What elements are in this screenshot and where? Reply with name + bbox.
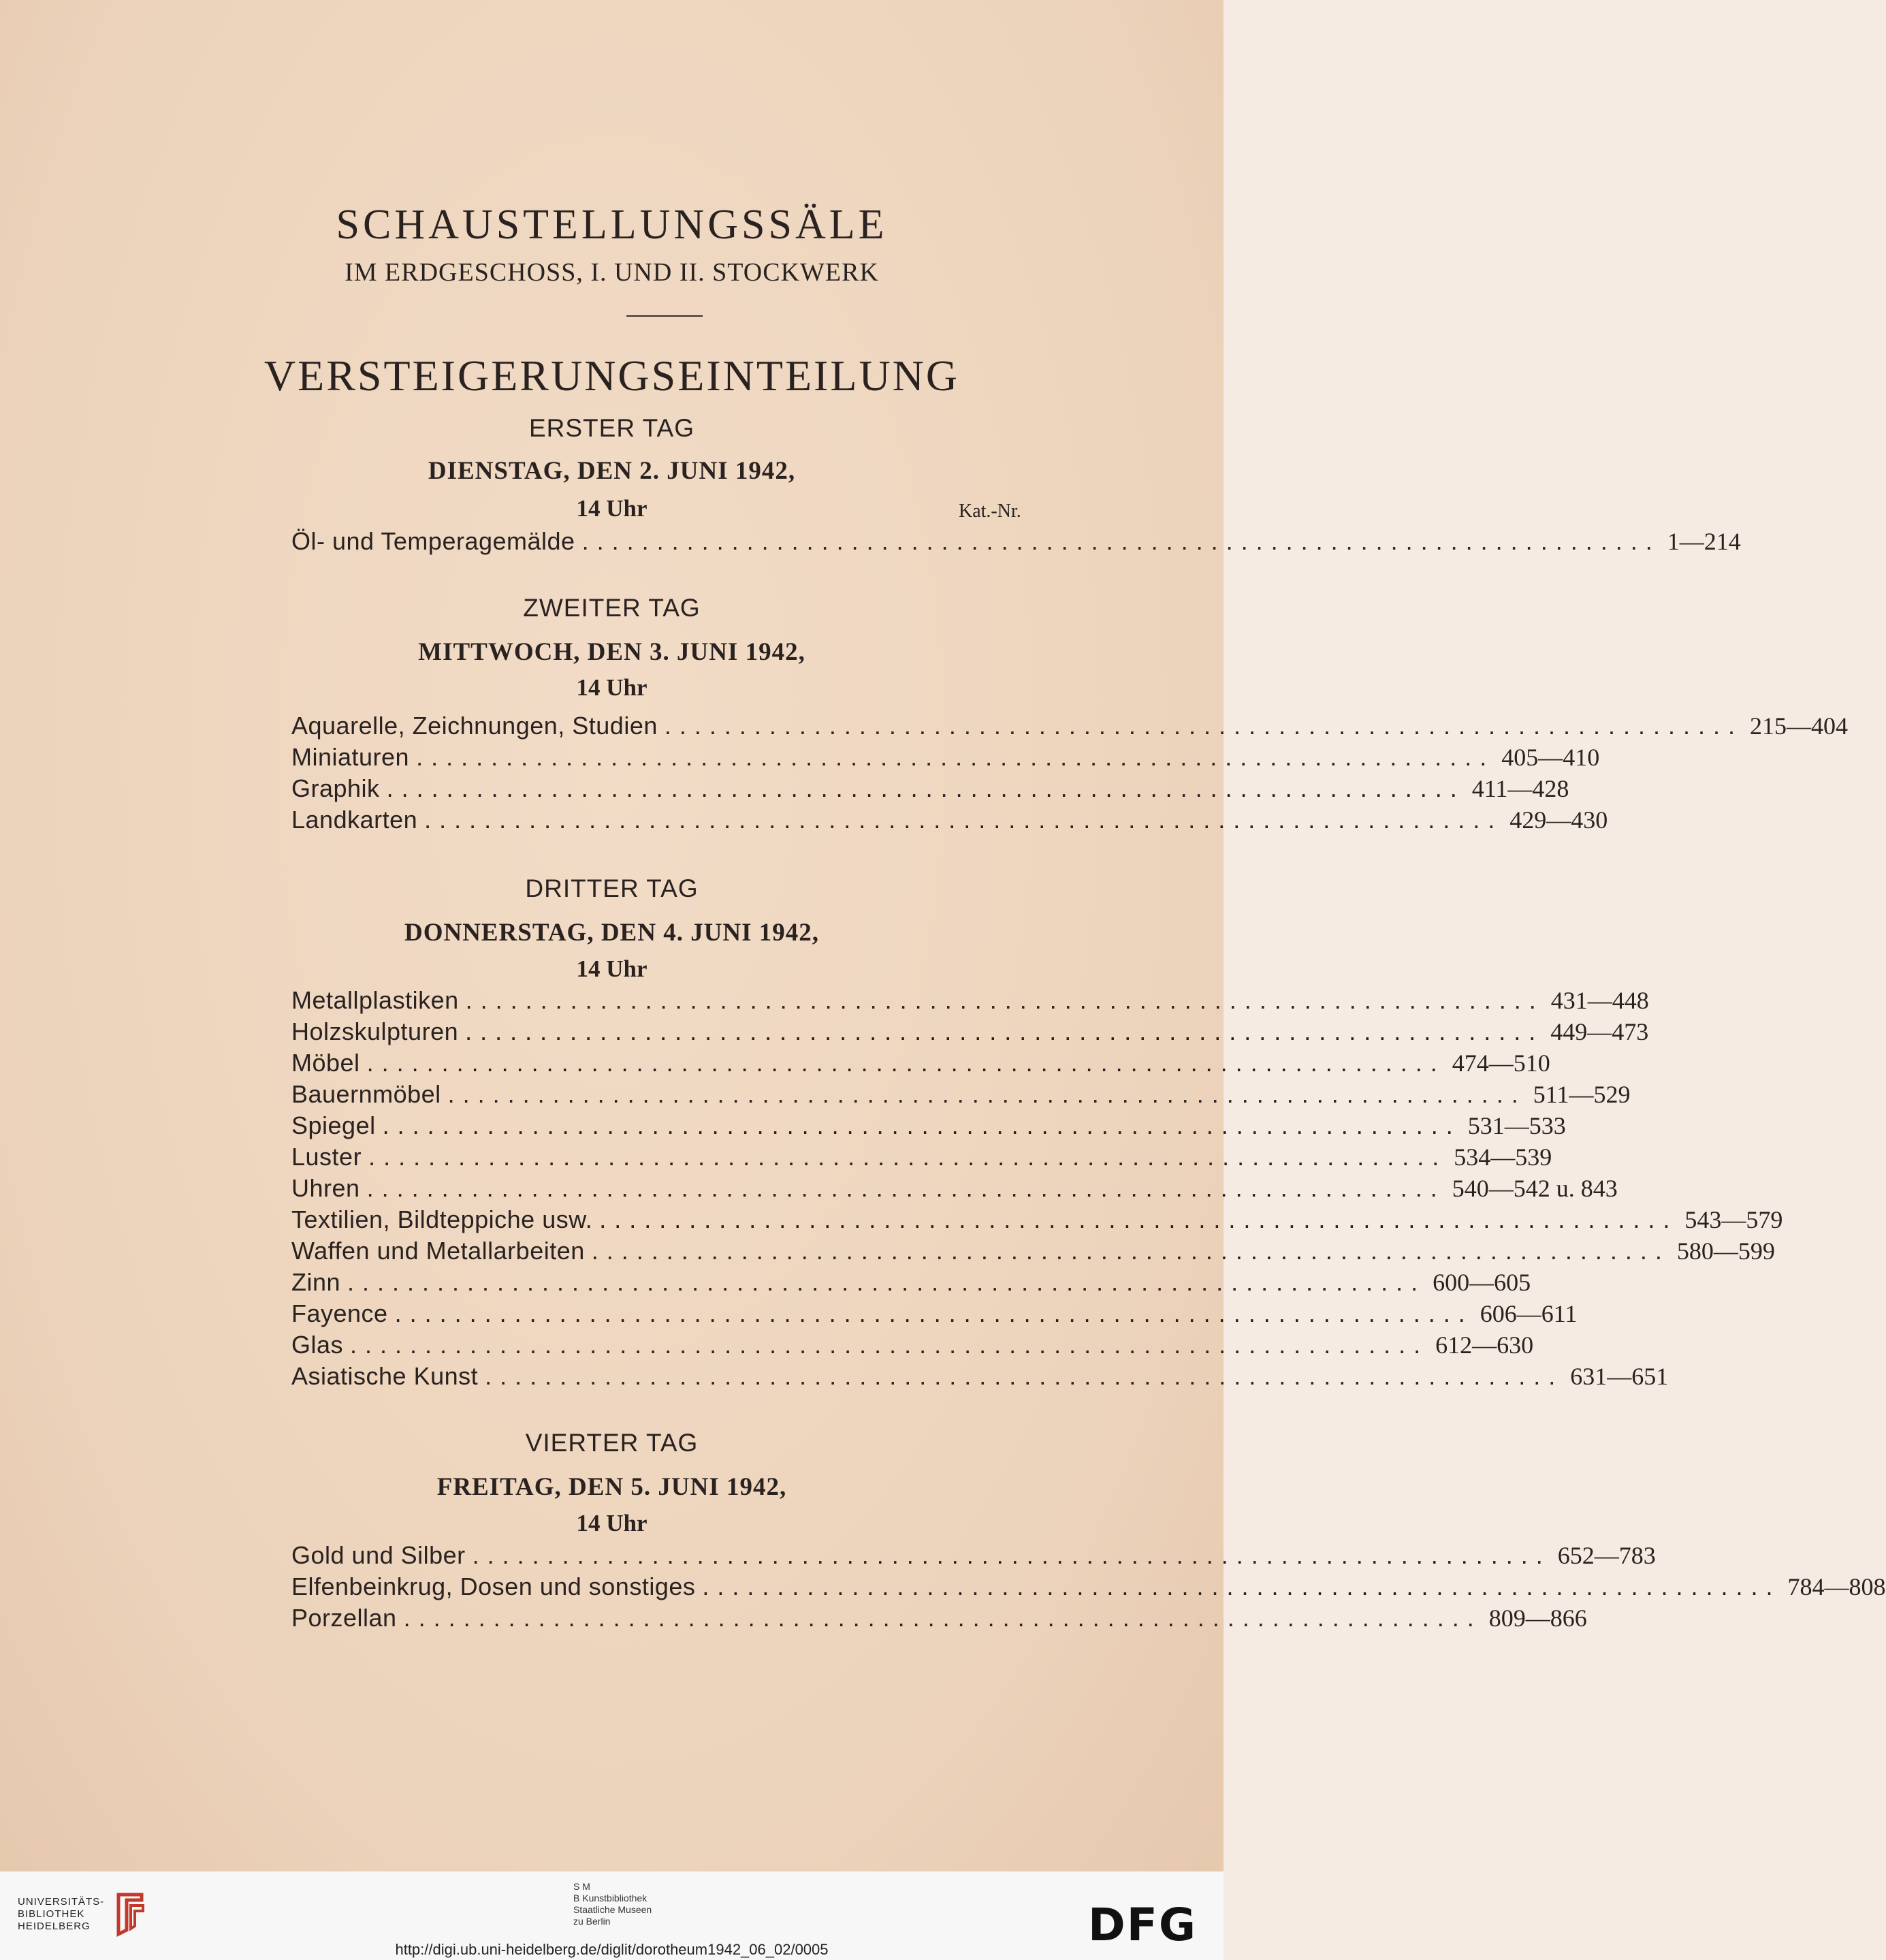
list-item xyxy=(291,1017,1649,1047)
list-item xyxy=(291,1268,1531,1298)
item-label: Porzellan xyxy=(291,1604,397,1632)
list-item xyxy=(291,743,1600,773)
leader-dots: ........................................................................ xyxy=(591,1237,1670,1265)
kat-nr-label: Kat.-Nr. xyxy=(959,501,1021,522)
item-range: 411—428 xyxy=(1471,775,1569,802)
leader-dots: ........................................................................ xyxy=(366,1049,1445,1077)
leader-dots: ........................................................................ xyxy=(465,1017,1544,1045)
list-item xyxy=(291,1604,1587,1634)
item-range: 511—529 xyxy=(1533,1081,1631,1108)
item-label: Aquarelle, Zeichnungen, Studien xyxy=(291,712,658,740)
item-label: Bauernmöbel xyxy=(291,1080,441,1108)
day-date-2: MITTWOCH, DEN 3. JUNI 1942, xyxy=(418,638,805,666)
day-date-4: FREITAG, DEN 5. JUNI 1942, xyxy=(436,1473,787,1501)
list-item xyxy=(291,1174,1618,1204)
item-range: 1—214 xyxy=(1667,528,1741,555)
leader-dots: ........................................................................ xyxy=(702,1572,1781,1600)
item-range: 534—539 xyxy=(1454,1143,1552,1171)
list-item xyxy=(291,1049,1550,1079)
item-label: Holzskulpturen xyxy=(291,1017,459,1045)
item-range: 784—808 xyxy=(1787,1573,1886,1600)
item-range: 215—404 xyxy=(1750,712,1849,740)
item-label: Spiegel xyxy=(291,1111,376,1139)
day-heading-1: ERSTER TAG xyxy=(528,414,694,442)
divider-rule xyxy=(626,315,703,317)
heading-title: SCHAUSTELLUNGSSÄLE xyxy=(336,202,888,248)
leader-dots: ........................................................................ xyxy=(599,1205,1678,1233)
item-label: Fayence xyxy=(291,1299,388,1327)
leader-dots: ........................................................................ xyxy=(416,743,1495,771)
list-item xyxy=(291,1080,1631,1110)
library-line: HEIDELBERG xyxy=(18,1921,91,1932)
library-logo-icon xyxy=(114,1891,147,1935)
item-label: Metallplastiken xyxy=(291,986,459,1014)
item-range: 652—783 xyxy=(1557,1542,1656,1569)
leader-dots: ........................................................................ xyxy=(403,1604,1482,1632)
item-label: Textilien, Bildteppiche usw. xyxy=(291,1205,593,1233)
item-range: 631—651 xyxy=(1570,1363,1669,1390)
leader-dots: ........................................................................ xyxy=(394,1299,1473,1327)
item-label: Öl- und Temperagemälde xyxy=(291,527,575,555)
leader-dots: ........................................................................ xyxy=(386,774,1465,802)
list-item xyxy=(291,774,1569,804)
list-item xyxy=(291,806,1608,836)
item-label: Glas xyxy=(291,1331,344,1359)
item-range: 809—866 xyxy=(1488,1605,1587,1632)
day-heading-4: VIERTER TAG xyxy=(525,1429,699,1457)
stamp-line: B Kunstbibliothek xyxy=(573,1893,648,1903)
item-label: Möbel xyxy=(291,1049,360,1077)
leader-dots: ........................................................................ xyxy=(581,527,1661,555)
item-range: 531—533 xyxy=(1467,1112,1566,1139)
list-item xyxy=(291,1143,1552,1173)
leader-dots: ........................................................................ xyxy=(382,1111,1461,1139)
leader-dots: ........................................................................ xyxy=(465,986,1544,1014)
item-range: 606—611 xyxy=(1480,1300,1578,1327)
list-item xyxy=(291,1299,1578,1329)
list-item xyxy=(291,712,1849,742)
list-item xyxy=(291,1205,1783,1235)
library-line: BIBLIOTHEK xyxy=(18,1908,85,1920)
leader-dots: ........................................................................ xyxy=(472,1541,1551,1569)
day-heading-3: DRITTER TAG xyxy=(525,874,699,902)
museum-stamp xyxy=(573,1881,652,1927)
item-range: 540—542 u. 843 xyxy=(1452,1175,1618,1202)
item-range: 543—579 xyxy=(1684,1206,1783,1233)
item-label: Landkarten xyxy=(291,806,418,834)
item-label: Uhren xyxy=(291,1174,360,1202)
item-label: Elfenbeinkrug, Dosen und sonstiges xyxy=(291,1572,696,1600)
stamp-line: Staatliche Museen xyxy=(573,1904,652,1915)
item-range: 405—410 xyxy=(1501,744,1600,771)
item-range: 474—510 xyxy=(1452,1049,1550,1077)
day-time-2: 14 Uhr xyxy=(576,674,648,701)
day-time-3: 14 Uhr xyxy=(576,955,648,982)
item-range: 429—430 xyxy=(1509,806,1608,834)
library-line: UNIVERSITÄTS- xyxy=(18,1896,105,1908)
item-range: 580—599 xyxy=(1676,1237,1775,1265)
item-range: 449—473 xyxy=(1550,1018,1649,1045)
item-label: Graphik xyxy=(291,774,380,802)
item-label: Gold und Silber xyxy=(291,1541,466,1569)
item-label: Zinn xyxy=(291,1268,341,1296)
item-range: 431—448 xyxy=(1550,987,1649,1014)
leader-dots: ........................................................................ xyxy=(368,1143,1448,1171)
list-item xyxy=(291,1541,1656,1571)
leader-dots: ........................................................................ xyxy=(664,712,1744,740)
item-range: 612—630 xyxy=(1435,1331,1534,1359)
leader-dots: ........................................................................ xyxy=(366,1174,1445,1202)
day-date-3: DONNERSTAG, DEN 4. JUNI 1942, xyxy=(404,919,820,947)
list-item xyxy=(291,986,1649,1016)
source-url-link[interactable]: http://digi.ub.uni-heidelberg.de/diglit/dorotheum1942_06_02/0005 xyxy=(395,1941,829,1958)
list-item xyxy=(291,1331,1534,1361)
item-label: Asiatische Kunst xyxy=(291,1362,479,1390)
list-item xyxy=(291,1237,1775,1267)
leader-dots: ........................................................................ xyxy=(350,1331,1429,1359)
item-label: Miniaturen xyxy=(291,743,410,771)
list-item xyxy=(291,527,1741,557)
item-label: Waffen und Metallarbeiten xyxy=(291,1237,585,1265)
heading-subtitle: IM ERDGESCHOSS, I. UND II. STOCKWERK xyxy=(345,258,879,287)
leader-dots: ........................................................................ xyxy=(447,1080,1527,1108)
stamp-line: zu Berlin xyxy=(573,1916,611,1927)
day-heading-2: ZWEITER TAG xyxy=(523,594,701,622)
viewer-footer xyxy=(0,1871,1224,1960)
day-date-1: DIENSTAG, DEN 2. JUNI 1942, xyxy=(428,457,796,485)
library-name xyxy=(18,1896,104,1933)
main-title: VERSTEIGERUNGSEINTEILUNG xyxy=(263,351,960,400)
leader-dots: ........................................................................ xyxy=(347,1268,1426,1296)
leader-dots: ........................................................................ xyxy=(424,806,1503,834)
day-time-4: 14 Uhr xyxy=(576,1510,648,1536)
list-item xyxy=(291,1572,1886,1602)
item-label: Luster xyxy=(291,1143,362,1171)
item-range: 600—605 xyxy=(1433,1269,1531,1296)
dfg-logo: DFG xyxy=(1088,1899,1198,1951)
stamp-line: S M xyxy=(573,1881,590,1892)
list-item xyxy=(291,1111,1566,1141)
list-item xyxy=(291,1362,1669,1392)
day-time-1: 14 Uhr xyxy=(576,495,648,522)
leader-dots: ........................................................................ xyxy=(485,1362,1564,1390)
